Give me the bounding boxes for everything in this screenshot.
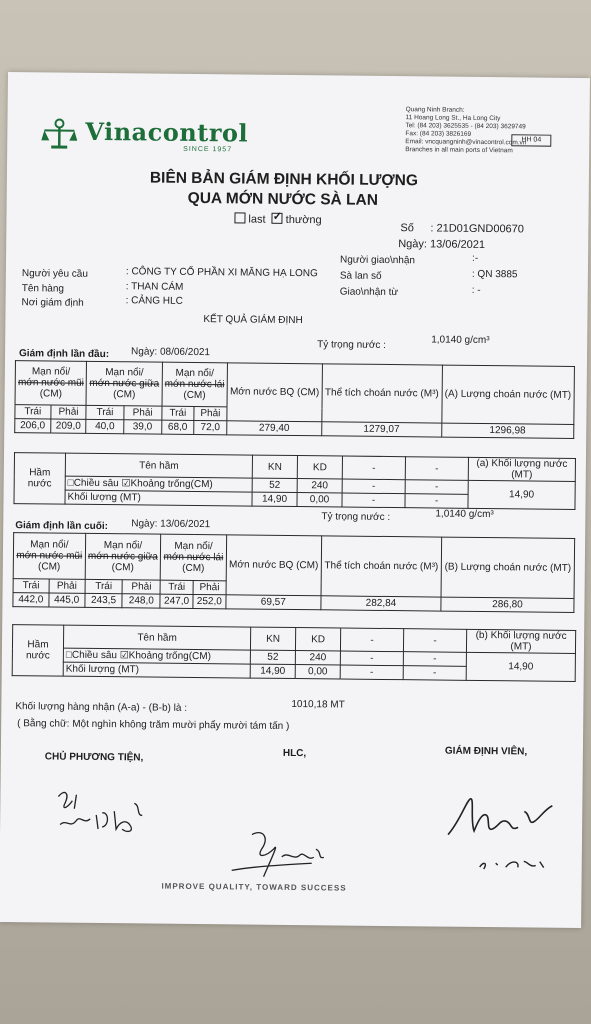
header-cell: Thể tích choán nước (M³)	[321, 536, 442, 597]
value-cell: 39,0	[123, 420, 161, 434]
results-heading: KẾT QUẢ GIÁM ĐỊNH	[203, 314, 303, 327]
sub-header-cell: Trái	[160, 580, 193, 594]
deliverer-label: Người giao\nhận	[339, 254, 416, 267]
branch-line: Branches in all main ports of Vietnam	[405, 146, 513, 155]
value-cell: 209,0	[50, 419, 86, 433]
first-inspection-date: Ngày: 08/06/2021	[131, 346, 211, 359]
kd-header: KD	[297, 456, 342, 479]
header-text: (CM)	[183, 389, 206, 402]
dash-cell: -	[403, 629, 466, 653]
branch-line: Tel: (84 203) 3625535 - (84 203) 3629749	[405, 122, 526, 131]
value-cell: 69,57	[226, 595, 321, 610]
brand-name: Vinacontrol	[85, 116, 249, 148]
tank-name-header: Tên hầm	[63, 625, 250, 650]
value-cell: 442,0	[13, 593, 49, 607]
sub-header-cell: Trái	[162, 406, 194, 420]
first-ballast-table	[13, 452, 576, 510]
brand-since: SINCE 1957	[183, 145, 233, 154]
kn-header: KN	[250, 627, 295, 650]
branch-line: Quang Ninh Branch:	[405, 106, 465, 114]
dash-cell: -	[342, 456, 405, 480]
value-cell: 243,5	[85, 593, 123, 607]
document-title: BIÊN BẢN GIÁM ĐỊNH KHỐI LƯỢNG	[149, 169, 419, 190]
dash-cell: -	[342, 493, 405, 508]
header-text: mớn nước lái	[163, 551, 224, 564]
inspector-title: GIÁM ĐỊNH VIÊN,	[444, 745, 528, 758]
header-text: (CM)	[39, 388, 63, 400]
last-checkbox	[234, 212, 245, 223]
goods-label: Tên hàng	[21, 283, 65, 295]
vinacontrol-scale-logo-icon	[41, 114, 77, 150]
received-from-value: : -	[471, 284, 481, 296]
value-cell: 252,0	[193, 594, 226, 608]
header-text: mớn nước giữa	[89, 377, 160, 390]
barge-value: : QN 3885	[471, 268, 518, 281]
header-text: mớn nước giữa	[87, 550, 158, 563]
sub-header-cell: Phải	[124, 406, 162, 420]
ballast-result-label: (a) Khối lượng nước (MT)	[468, 457, 575, 481]
kd-weight: 0,00	[295, 665, 340, 679]
form-code-stamp: HH 04	[511, 134, 551, 146]
header-cell: Thể tích choán nước (M³)	[322, 364, 442, 423]
last-density-value: 1,0140 g/cm³	[435, 508, 494, 521]
inspector-signature-icon	[440, 791, 571, 882]
so-label: Số	[400, 222, 414, 235]
header-cell	[13, 533, 85, 580]
dash-cell: -	[405, 494, 468, 509]
dash-cell: -	[340, 628, 403, 652]
value-cell: 286,80	[441, 597, 574, 612]
sub-header-cell: Phải	[122, 580, 160, 594]
value-cell: 206,0	[15, 419, 51, 433]
header-cell	[86, 361, 162, 406]
value-cell: 248,0	[122, 594, 160, 608]
document-date: Ngày: 13/06/2021	[398, 238, 486, 252]
header-text: Mạn nổi/	[30, 539, 69, 551]
barge-label: Sà lan số	[339, 270, 382, 282]
sub-header-cell: Trái	[85, 579, 123, 593]
last-ballast-table	[12, 624, 577, 682]
value-cell: 72,0	[194, 420, 227, 434]
value-cell: 40,0	[86, 419, 123, 433]
header-cell	[15, 361, 87, 406]
sub-header-cell: Trái	[13, 579, 49, 593]
kd-depth: 240	[295, 651, 340, 665]
vessel-owner-signature-icon	[50, 784, 161, 845]
inspection-place-label: Nơi giám định	[21, 297, 84, 309]
kd-weight: 0,00	[297, 493, 342, 507]
inspection-document	[0, 72, 590, 928]
header-text: Mạn nổi/	[103, 540, 143, 552]
header-text: (CM)	[37, 561, 61, 573]
weight-row-label: Khối lượng (MT)	[65, 490, 252, 506]
branch-info	[405, 106, 565, 156]
footer-slogan: IMPROVE QUALITY, TOWARD SUCCESS	[161, 881, 347, 893]
header-cell	[85, 533, 161, 580]
document-subtitle: QUA MỚN NƯỚC SÀ LAN	[187, 189, 379, 209]
sub-header-cell: Trái	[86, 405, 123, 419]
sub-header-cell: Phải	[193, 580, 226, 594]
kn-depth: 52	[250, 650, 295, 664]
value-cell: 279,40	[227, 421, 322, 436]
goods-value: : THAN CÁM	[125, 281, 184, 293]
amount-in-words: ( Bằng chữ: Một nghìn không trăm mười phẩy mười tám tấn )	[17, 718, 290, 732]
first-density-value: 1,0140 g/cm³	[431, 334, 490, 347]
hlc-title: HLC,	[282, 747, 307, 760]
header-text: mớn nước lái	[164, 378, 225, 391]
dash-cell: -	[340, 651, 403, 666]
header-text: Mạn nổi/	[174, 540, 213, 553]
last-label: last	[248, 213, 266, 226]
value-cell: 1279,07	[322, 422, 442, 437]
header-text: Mạn nổi/	[175, 367, 214, 380]
branch-line: Fax: (84 203) 3826169	[405, 130, 472, 138]
last-inspection-date: Ngày: 13/06/2021	[131, 518, 211, 531]
depth-space-row: □Chiều sâu ☑Khoảng trống(CM)	[63, 648, 250, 664]
tank-name-header: Tên hầm	[65, 453, 252, 478]
header-text: (CM)	[182, 562, 205, 575]
requester-label: Người yêu cầu	[21, 268, 89, 280]
header-cell	[160, 534, 226, 581]
so-value: : 21D01GND00670	[430, 222, 525, 236]
first-draft-table	[14, 360, 575, 439]
ballast-result-value: 14,90	[468, 480, 575, 509]
ballast-label: Hầm nước	[12, 625, 64, 677]
weight-row-label: Khối lượng (MT)	[63, 662, 250, 678]
last-inspection-heading: Giám định lần cuối:	[15, 520, 109, 533]
requester-value: : CÔNG TY CỔ PHẦN XI MĂNG HẠ LONG	[125, 266, 318, 280]
header-cell: Mớn nước BQ (CM)	[226, 535, 322, 596]
value-cell: 1296,98	[441, 423, 574, 438]
header-text: (CM)	[111, 562, 134, 574]
header-text: mớn nước mũi	[16, 550, 83, 562]
deliverer-value: :-	[472, 252, 479, 264]
first-inspection-heading: Giám định lần đầu:	[18, 348, 110, 361]
ballast-result-label: (b) Khối lượng nước (MT)	[466, 629, 575, 653]
header-cell	[162, 362, 228, 407]
last-density-label: Tỷ trọng nước :	[321, 511, 391, 524]
last-draft-table	[12, 532, 575, 613]
sub-header-cell: Trái	[15, 405, 51, 419]
kn-weight: 14,90	[250, 664, 295, 678]
inspection-type-options	[234, 212, 321, 226]
header-cell: (B) Lượng choán nước (MT)	[441, 537, 575, 598]
header-text: Mạn nổi/	[31, 366, 71, 378]
dash-cell: -	[405, 480, 468, 495]
kn-header: KN	[252, 455, 297, 478]
received-quantity-label: Khối lượng hàng nhận (A-a) - (B-b) là :	[15, 701, 188, 714]
value-cell: 445,0	[49, 593, 85, 607]
dash-cell: -	[342, 479, 405, 494]
header-cell: (A) Lượng choán nước (MT)	[441, 365, 574, 424]
sub-header-cell: Phải	[194, 406, 227, 420]
inspection-place-value: : CẢNG HLC	[125, 295, 183, 307]
regular-label: thường	[285, 213, 322, 227]
ballast-label: Hầm nước	[14, 453, 66, 505]
dash-cell: -	[403, 666, 466, 681]
dash-cell: -	[405, 457, 468, 481]
sub-header-cell: Phải	[51, 405, 87, 419]
received-quantity-value: 1010,18 MT	[291, 699, 345, 711]
received-from-label: Giao\nhận từ	[339, 286, 399, 299]
dash-cell: -	[403, 652, 466, 667]
dash-cell: -	[340, 665, 403, 680]
branch-line: 11 Hoang Long St., Ha Long City	[405, 114, 501, 123]
sub-header-cell: Phải	[49, 579, 85, 593]
value-cell: 247,0	[160, 594, 193, 608]
ballast-result-value: 14,90	[466, 652, 575, 681]
branch-line: Email: vncquangninh@vinacontrol.com.vn	[405, 138, 527, 147]
regular-checkbox	[272, 213, 283, 224]
first-density-label: Tỷ trọng nước :	[317, 339, 387, 351]
vessel-owner-title: CHỦ PHƯƠNG TIỆN,	[44, 751, 144, 764]
depth-space-row: □Chiều sâu ☑Khoảng trống(CM)	[65, 476, 252, 492]
header-text: (CM)	[113, 389, 136, 401]
kd-header: KD	[295, 628, 340, 651]
value-cell: 282,84	[321, 596, 441, 611]
value-cell: 68,0	[161, 420, 193, 434]
header-text: Mạn nổi/	[105, 367, 144, 379]
kd-depth: 240	[297, 479, 342, 493]
hlc-signature-icon	[221, 826, 342, 887]
kn-weight: 14,90	[252, 492, 297, 506]
header-text: mớn nước mũi	[17, 377, 84, 389]
kn-depth: 52	[252, 478, 297, 492]
header-cell: Mớn nước BQ (CM)	[227, 363, 322, 422]
